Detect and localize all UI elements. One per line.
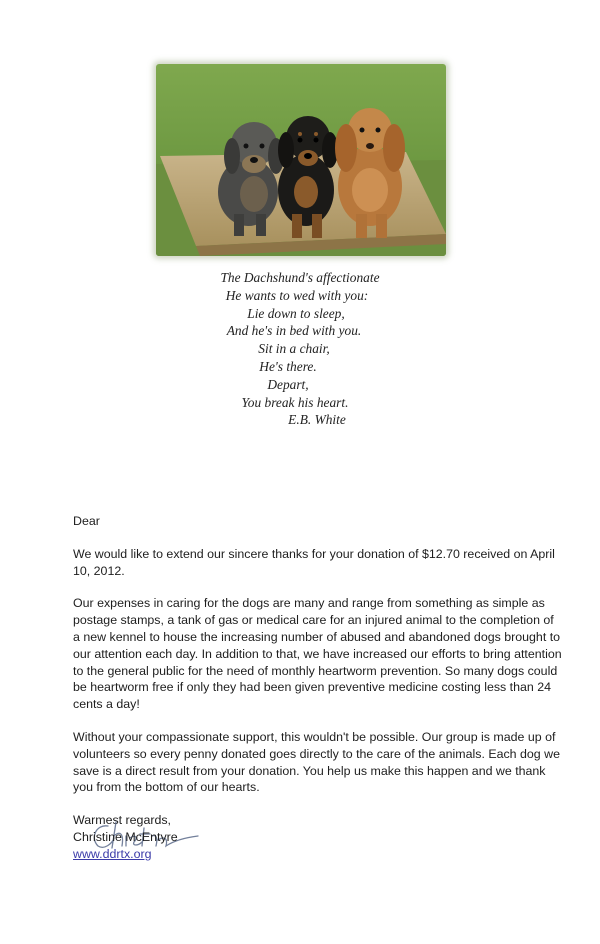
thanks-paragraph: We would like to extend our sincere thanks for your donation of $12.70 received on April 10, 2012. — [73, 546, 555, 578]
poem-line: Lie down to sleep, — [247, 305, 345, 321]
poem-line: You break his heart. — [241, 394, 349, 410]
poem-line: Depart, — [267, 376, 309, 392]
dachshund-photo — [156, 64, 446, 256]
dachshund-illustration — [156, 64, 446, 256]
salutation: Dear — [73, 514, 100, 528]
poem — [150, 269, 450, 429]
poem-line: He's there. — [259, 358, 317, 374]
poem-author: E.B. White — [288, 412, 346, 428]
poem-line: And he's in bed with you. — [226, 323, 362, 339]
expenses-paragraph: Our expenses in caring for the dogs are many and range from something as simple as postage stamps, a tank of gas or medical care for an injured animal to the completion of a new kennel to house the increasing number of abused and abandoned dogs brought to our attention each day. In addition to that, we have increased our efforts to bring attention to the general public for the need of monthly heartworm prevention. So many dogs could be heartworm free if only they had been given preventive medicine costing less than 24 cents a day! — [73, 596, 562, 712]
poem-line: Sit in a chair, — [258, 341, 330, 357]
closing: Warmest regards, — [73, 813, 171, 828]
website-link[interactable]: www.ddrtx.org — [73, 846, 152, 861]
signer-name: Christine McEntyre — [73, 829, 178, 844]
support-paragraph: Without your compassionate support, this wouldn't be possible. Our group is made up of volunteers so every penny donated goes directly to the care of the animals. Each dog we save is a direct result from your donation. You help us make this happen and we thank you from the bottom of our hearts. — [73, 729, 560, 795]
letter-body — [73, 513, 563, 863]
poem-line: The Dachshund's affectionate — [220, 270, 380, 285]
poem-line: He wants to wed with you: — [225, 287, 369, 303]
